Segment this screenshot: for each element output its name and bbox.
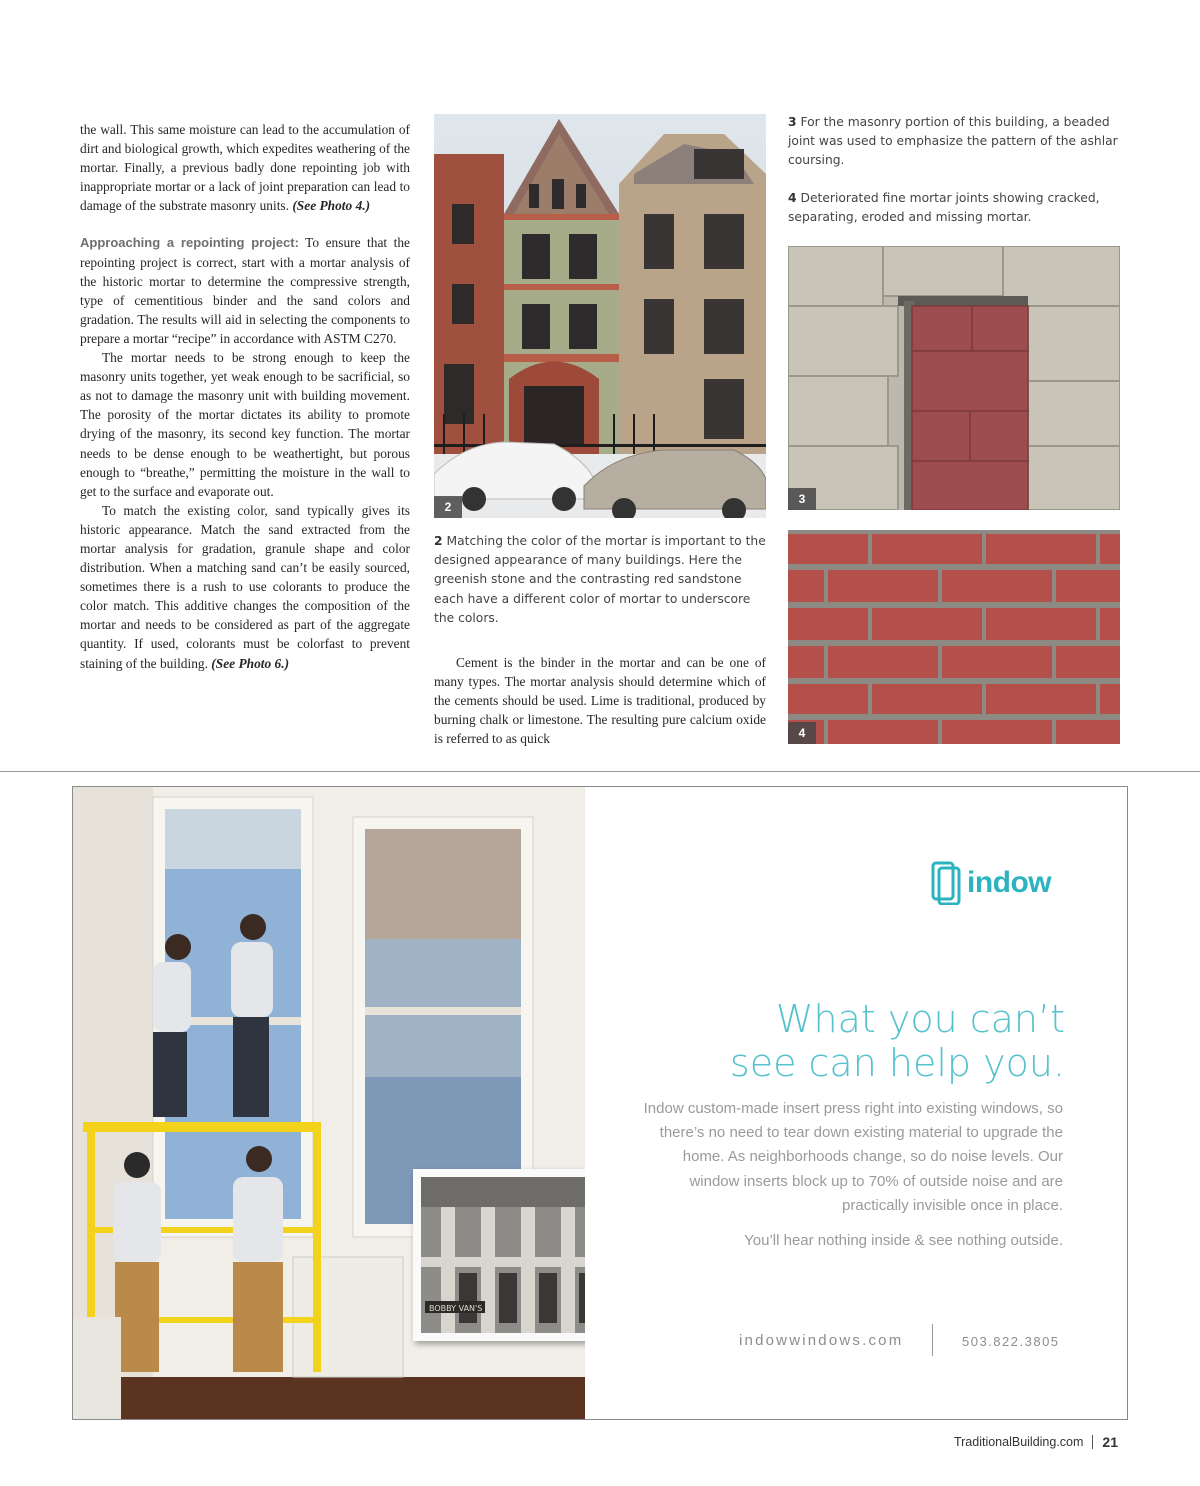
ad-tagline: You’ll hear nothing inside & see nothing outside. — [744, 1232, 1063, 1249]
indow-window-icon — [931, 861, 961, 905]
photo-brick-joints — [788, 530, 1120, 744]
photo-number-badge: 4 — [788, 722, 816, 744]
photo-ashlar-masonry — [788, 246, 1120, 510]
section-divider — [0, 771, 1200, 772]
inset-sign-text: BOBBY VAN'S — [429, 1304, 483, 1313]
photo-reference: (See Photo 6.) — [211, 655, 290, 671]
page-number: 21 — [1102, 1434, 1118, 1450]
page-footer — [954, 1434, 1118, 1450]
brand-name: indow — [967, 866, 1052, 899]
ad-contact-divider — [932, 1324, 933, 1356]
ad-installers-photo — [73, 787, 585, 1419]
caption-number: 2 — [434, 534, 443, 548]
ad-building-inset-photo — [413, 1169, 585, 1341]
brick-illustration — [788, 530, 1120, 744]
photo-2-caption: 2 Matching the color of the mortar is important to the designed appearance of many buildings. Here the greenish stone and the contrasting red sandstone each have a different color of mortar to underscore the colors. — [434, 534, 766, 625]
footer-separator — [1092, 1435, 1093, 1449]
indow-logo — [931, 859, 1051, 907]
townhouse-illustration — [434, 114, 766, 518]
article-paragraph-3: The mortar needs to be strong enough to keep the masonry units together, yet weak enough to be sacrificial, so as not to damage the masonry unit with building movement. The porosity of the mortar dictates its ability to promote drying of the masonry, its second key function. The mortar needs to be dense enough to be weathertight, but porous enough to “breathe,” permitting the moisture in the wall to get to the surface and evaporate out. — [80, 350, 410, 499]
article-paragraph-1: the wall. This same moisture can lead to the accumulation of dirt and biological growth, which expedites weathering of the mortar. Finally, a previous badly done repointing job with inappropriate mortar or a lack of joint preparation can lead to damage of the substrate masonry units. (See Photo 4.) — [80, 122, 410, 214]
photo-number-badge: 2 — [434, 496, 462, 518]
photo-number-badge: 3 — [788, 488, 816, 510]
article-left-column — [80, 120, 410, 673]
photo-reference: (See Photo 4.) — [292, 198, 371, 214]
ad-website-link[interactable]: indowwindows.com — [739, 1332, 904, 1349]
caption-number: 3 — [788, 115, 797, 129]
article-paragraph-4: To match the existing color, sand typically gives its historic appearance. Match the sand extracted from the mortar analysis for gradation, granule shape and color distribution. When a matching sand can’t be easily sourced, sometimes there is a rush to use colorants to produce the color match. This additive changes the composition of the mortar and needs to be considered as part of the aggregate quantity. If used, colorants must be colorfast to prevent staining of the building. (See Photo 6.) — [80, 502, 410, 671]
caption-number: 4 — [788, 191, 797, 205]
indow-advertisement — [72, 786, 1128, 1420]
building-facade-illustration — [421, 1177, 585, 1333]
article-paragraph-2: Approaching a repointing project: To ensure that the repointing project is correct, start with a mortar analysis of the historic mortar to determine the compressive strength, type of cementitious binder and the sand colors and gradation. The results will aid in selecting the components to prepare a mortar “recipe” in accordance with ASTM C270. — [80, 235, 410, 346]
ad-headline: What you can’t see can help you. — [729, 997, 1065, 1085]
footer-site-name: TraditionalBuilding.com — [953, 1435, 1084, 1449]
ad-body-copy: Indow custom-made insert press right into existing windows, so there’s no need to tear down existing material to upgrade the home. As neighborhoods change, so do noise levels. Our window inserts block up to 70% of outside noise and are practically invisible once in place. — [643, 1100, 1063, 1214]
photo-4-caption: 4 Deteriorated fine mortar joints showing cracked, separating, eroded and missing mortar. — [788, 191, 1100, 225]
photo-3-caption: 3 For the masonry portion of this building, a beaded joint was used to emphasize the pattern of the ashlar coursing. — [788, 115, 1118, 168]
ashlar-illustration — [788, 246, 1120, 510]
ad-phone-number: 503.822.3805 — [962, 1334, 1060, 1349]
section-lead-in: Approaching a repointing project: — [80, 235, 299, 251]
article-middle-paragraph: Cement is the binder in the mortar and can be one of many types. The mortar analysis should determine which of the cements should be used. Lime is traditional, produced by burning chalk or limestone. The resulting pure calcium oxide is referred to as quick — [434, 655, 766, 747]
photo-townhouse — [434, 114, 766, 518]
